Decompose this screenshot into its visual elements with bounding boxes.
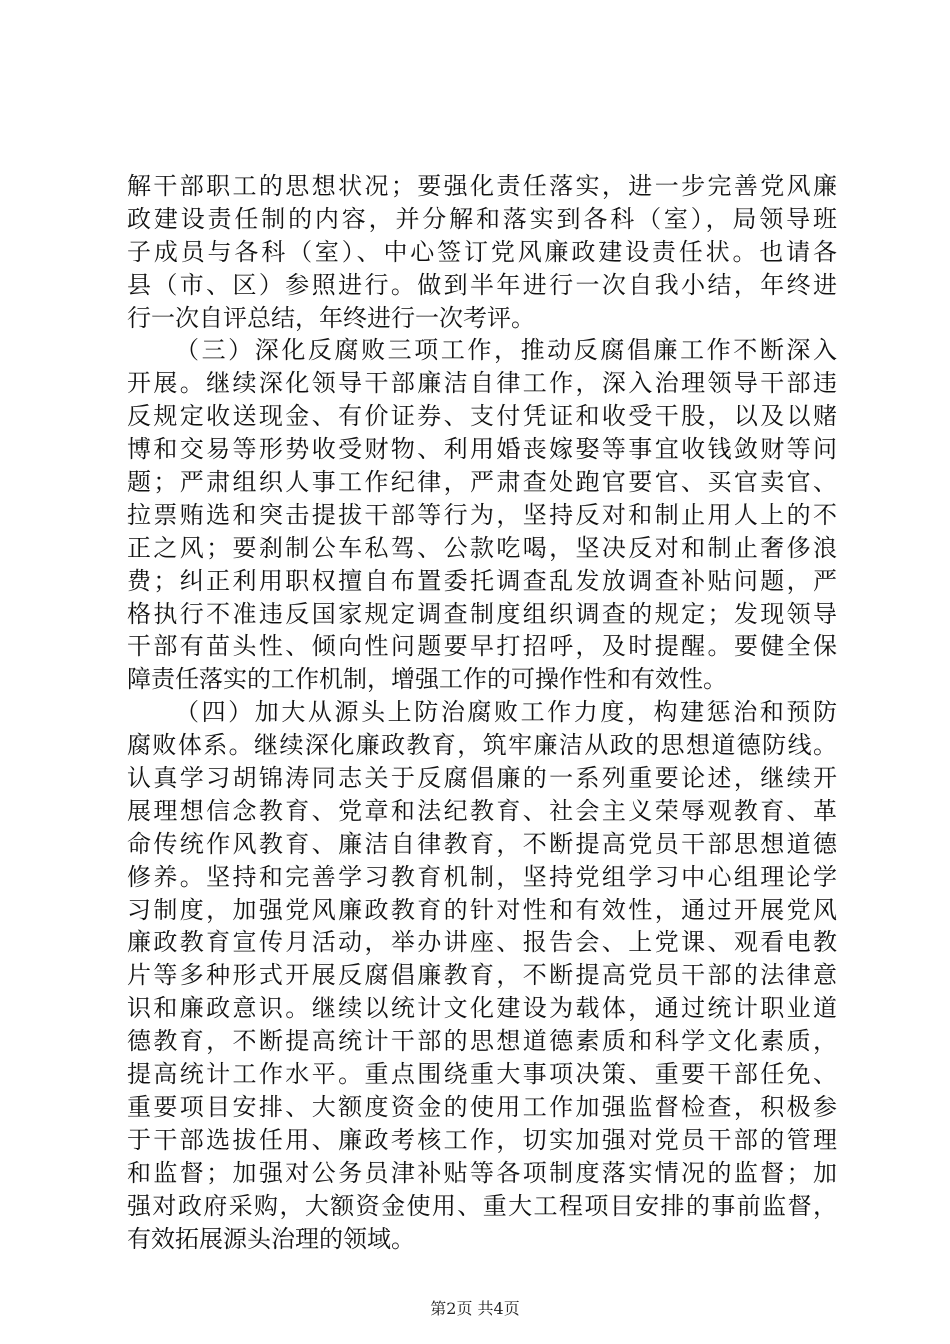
text-line: 重要项目安排、大额度资金的使用工作加强监督检查，积极参 [127, 1092, 837, 1121]
text-line: 展理想信念教育、党章和法纪教育、社会主义荣辱观教育、革 [127, 796, 837, 825]
text-line: 干部有苗头性、倾向性问题要早打招呼，及时提醒。要健全保 [127, 632, 837, 661]
text-line: 腐败体系。继续深化廉政教育，筑牢廉洁从政的思想道德防线。 [127, 731, 837, 760]
document-body [127, 170, 837, 1255]
text-line: 德教育，不断提高统计干部的思想道德素质和科学文化素质， [127, 1027, 837, 1056]
text-line: 有效拓展源头治理的领域。 [127, 1224, 415, 1253]
text-line: 认真学习胡锦涛同志关于反腐倡廉的一系列重要论述，继续开 [127, 764, 837, 793]
text-line: 廉政教育宣传月活动，举办讲座、报告会、上党课、观看电教 [127, 928, 837, 957]
text-line: 费；纠正利用职权擅自布置委托调查乱发放调查补贴问题，严 [127, 566, 837, 595]
text-line: 子成员与各科（室）、中心签订党风廉政建设责任状。也请各 [127, 237, 837, 266]
text-line: 命传统作风教育、廉洁自律教育，不断提高党员干部思想道德 [127, 829, 837, 858]
text-line: 习制度，加强党风廉政教育的针对性和有效性，通过开展党风 [127, 895, 837, 924]
text-line: 县（市、区）参照进行。做到半年进行一次自我小结，年终进 [127, 270, 837, 299]
text-line: 反规定收送现金、有价证券、支付凭证和收受干股，以及以赌 [127, 402, 837, 431]
text-line: 博和交易等形势收受财物、利用婚丧嫁娶等事宜收钱敛财等问 [127, 435, 837, 464]
text-line: 提高统计工作水平。重点围绕重大事项决策、重要干部任免、 [127, 1060, 837, 1089]
text-line: 题；严肃组织人事工作纪律，严肃查处跑官要官、买官卖官、 [127, 468, 837, 497]
text-line: 拉票贿选和突击提拔干部等行为，坚持反对和制止用人上的不 [127, 500, 837, 529]
text-line: 开展。继续深化领导干部廉洁自律工作，深入治理领导干部违 [127, 369, 837, 398]
text-line: 障责任落实的工作机制，增强工作的可操作性和有效性。 [127, 665, 727, 694]
text-line: 修养。坚持和完善学习教育机制，坚持党组学习中心组理论学 [127, 862, 837, 891]
text-line: 政建设责任制的内容，并分解和落实到各科（室），局领导班 [127, 204, 837, 233]
text-line: 格执行不准违反国家规定调查制度组织调查的规定；发现领导 [127, 599, 837, 628]
page-footer: 第2页 共4页 [430, 1299, 520, 1318]
text-line: 于干部选拔任用、廉政考核工作，切实加强对党员干部的管理 [127, 1125, 837, 1154]
text-line: 识和廉政意识。继续以统计文化建设为载体，通过统计职业道 [127, 994, 837, 1023]
text-line: （四）加大从源头上防治腐败工作力度，构建惩治和预防 [175, 698, 837, 727]
text-line: 强对政府采购，大额资金使用、重大工程项目安排的事前监督， [127, 1191, 837, 1220]
text-line: （三）深化反腐败三项工作，推动反腐倡廉工作不断深入 [175, 336, 837, 365]
text-line: 行一次自评总结，年终进行一次考评。 [127, 303, 535, 332]
text-line: 解干部职工的思想状况；要强化责任落实，进一步完善党风廉 [127, 172, 837, 200]
text-line: 和监督；加强对公务员津补贴等各项制度落实情况的监督；加 [127, 1158, 837, 1187]
text-line: 片等多种形式开展反腐倡廉教育，不断提高党员干部的法律意 [127, 961, 837, 990]
text-line: 正之风；要刹制公车私驾、公款吃喝，坚决反对和制止奢侈浪 [127, 533, 837, 562]
